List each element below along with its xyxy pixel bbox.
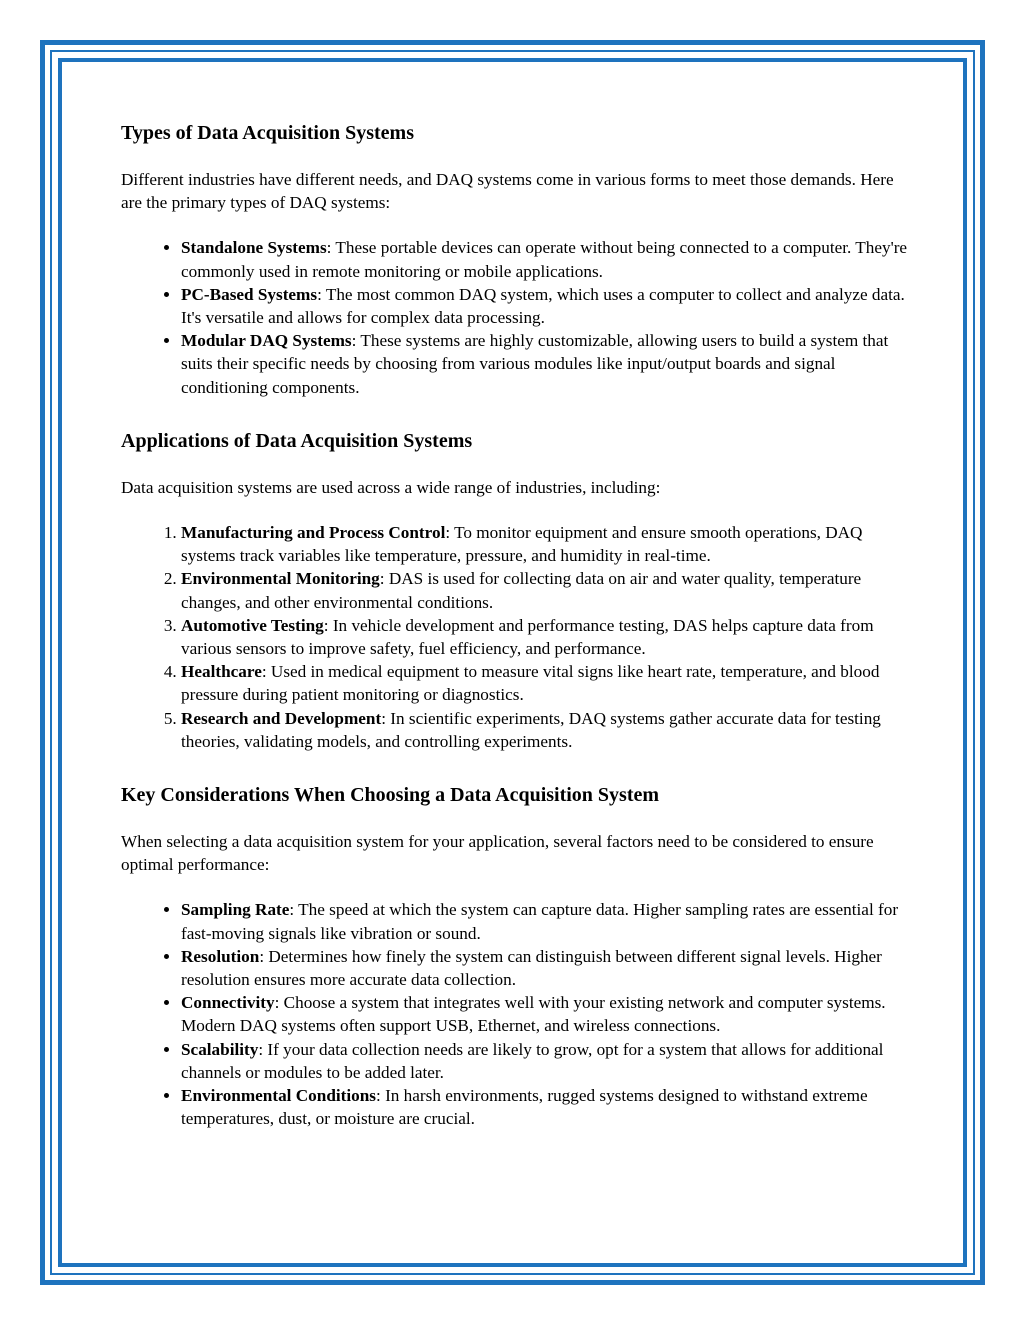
list-item-text: : These systems are highly customizable, allowing users to build a system that suits their specific needs by choosing from various modules like input/output boards and signal conditioning components. bbox=[181, 331, 889, 397]
list-item-term: Environmental Monitoring bbox=[181, 569, 380, 589]
list-item-term: Environmental Conditions bbox=[181, 1086, 376, 1106]
section-heading: Applications of Data Acquisition Systems bbox=[121, 429, 473, 452]
list-item-term: Modular DAQ Systems bbox=[181, 331, 352, 351]
section-intro: When selecting a data acquisition system for your application, several factors need to be considered to ensure optimal performance: bbox=[121, 832, 874, 875]
list-item-term: Sampling Rate bbox=[181, 900, 290, 920]
list-item bbox=[181, 614, 911, 660]
list-item-text: : Used in medical equipment to measure vital signs like heart rate, temperature, and blood pressure during patient monitoring or diagnostics. bbox=[181, 662, 880, 705]
list-item-text: : To monitor equipment and ensure smooth operations, DAQ systems track variables like temperature, pressure, and humidity in real-time. bbox=[181, 523, 863, 566]
bullet-list bbox=[121, 898, 911, 1130]
section-considerations bbox=[121, 780, 911, 1130]
list-item-term: PC-Based Systems bbox=[181, 284, 318, 304]
list-item bbox=[181, 521, 911, 567]
list-item bbox=[181, 660, 911, 706]
list-item bbox=[181, 1038, 911, 1084]
list-item-term: Healthcare bbox=[181, 662, 262, 682]
section-heading: Types of Data Acquisition Systems bbox=[121, 122, 414, 144]
section-intro: Different industries have different needs, and DAQ systems come in various forms to meet those demands. Here are the primary types of DAQ systems: bbox=[121, 170, 894, 213]
list-item-text: : These portable devices can operate without being connected to a computer. They're commonly used in remote monitoring or mobile applications. bbox=[181, 238, 908, 281]
list-item-text: : Choose a system that integrates well with your existing network and computer systems. Modern DAQ systems often support USB, Ethernet, and wireless connections. bbox=[181, 993, 886, 1036]
list-item bbox=[181, 329, 911, 399]
list-item-term: Manufacturing and Process Control bbox=[181, 523, 446, 543]
list-item-term: Research and Development bbox=[181, 708, 382, 728]
bullet-list bbox=[121, 236, 911, 398]
numbered-list bbox=[121, 521, 911, 753]
list-item bbox=[181, 991, 911, 1037]
section-heading: Key Considerations When Choosing a Data Acquisition System bbox=[121, 784, 660, 807]
document-body bbox=[121, 118, 911, 1131]
list-item-text: : In scientific experiments, DAQ systems gather accurate data for testing theories, validating models, and controlling experiments. bbox=[181, 708, 881, 751]
list-item-term: Automotive Testing bbox=[181, 615, 324, 635]
list-item-text: : The speed at which the system can capture data. Higher sampling rates are essential for fast-moving signals like vibration or sound. bbox=[181, 900, 899, 943]
list-item bbox=[181, 567, 911, 613]
list-item-term: Standalone Systems bbox=[181, 238, 327, 258]
section-types bbox=[121, 118, 911, 399]
list-item bbox=[181, 236, 911, 282]
list-item-term: Resolution bbox=[181, 946, 260, 966]
list-item-text: : DAS is used for collecting data on air and water quality, temperature changes, and other environmental conditions. bbox=[181, 569, 862, 612]
list-item bbox=[181, 283, 911, 329]
list-item-text: : The most common DAQ system, which uses a computer to collect and analyze data. It's versatile and allows for complex data processing. bbox=[181, 284, 905, 328]
list-item bbox=[181, 898, 911, 944]
list-item bbox=[181, 945, 911, 991]
section-intro: Data acquisition systems are used across a wide range of industries, including: bbox=[121, 477, 661, 497]
list-item-text: : In vehicle development and performance testing, DAS helps capture data from various sensors to improve safety, fuel efficiency, and performance. bbox=[181, 615, 874, 659]
list-item-text: : Determines how finely the system can distinguish between different signal levels. Higher resolution ensures more accurate data collection. bbox=[181, 946, 882, 990]
section-applications bbox=[121, 426, 911, 753]
list-item bbox=[181, 707, 911, 753]
list-item-term: Connectivity bbox=[181, 993, 275, 1013]
list-item-term: Scalability bbox=[181, 1039, 259, 1059]
list-item-text: : In harsh environments, rugged systems designed to withstand extreme temperatures, dust, or moisture are crucial. bbox=[181, 1086, 868, 1129]
list-item bbox=[181, 1084, 911, 1130]
list-item-text: : If your data collection needs are likely to grow, opt for a system that allows for additional channels or modules to be added later. bbox=[181, 1039, 884, 1082]
